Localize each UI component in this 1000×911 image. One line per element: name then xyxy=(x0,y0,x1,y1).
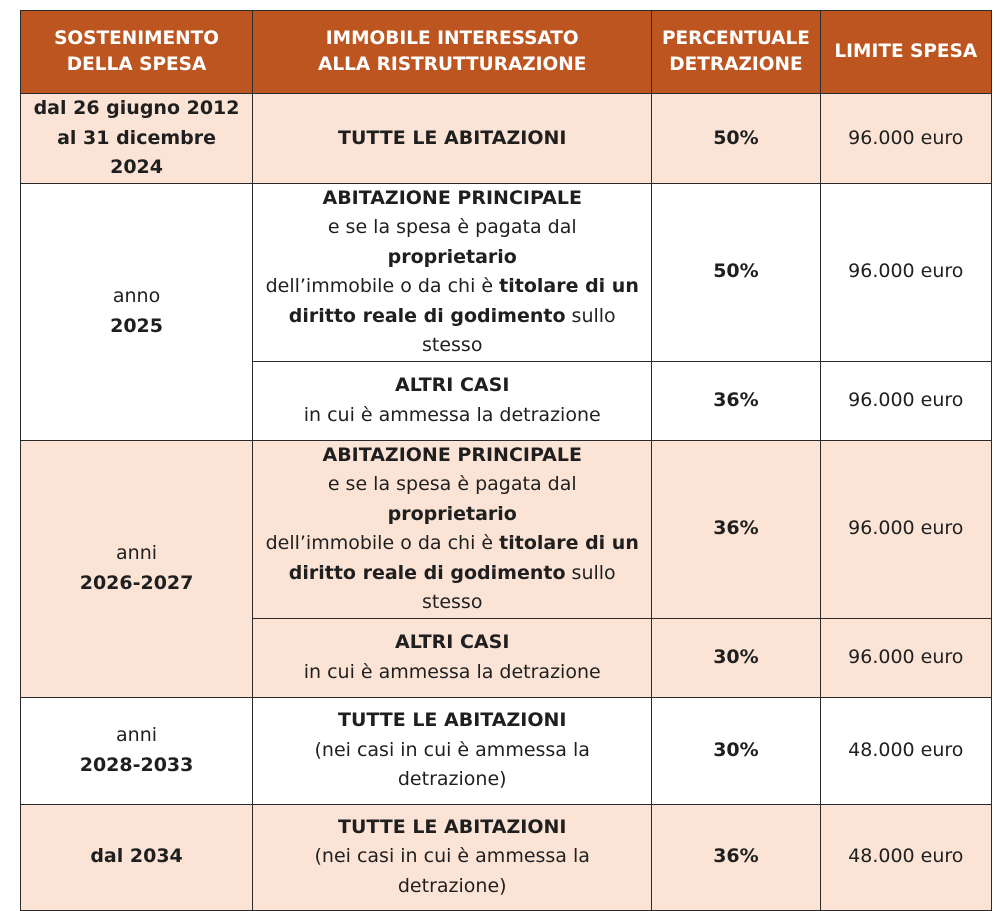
property-cell: TUTTE LE ABITAZIONI (nei casi in cui è ammessa la detrazione) xyxy=(253,804,652,910)
header-limit: LIMITE SPESA xyxy=(820,11,991,94)
period-cell: dal 26 giugno 2012 al 31 dicembre 2024 xyxy=(21,94,253,184)
percent-cell: 30% xyxy=(652,697,820,804)
limit-cell: 48.000 euro xyxy=(820,697,991,804)
table-row xyxy=(21,697,992,804)
limit-cell: 48.000 euro xyxy=(820,804,991,910)
percent-cell: 36% xyxy=(652,440,820,618)
table-row xyxy=(21,804,992,910)
period-cell: anno 2025 xyxy=(21,183,253,440)
period-cell: anni 2028-2033 xyxy=(21,697,253,804)
property-cell: ALTRI CASI in cui è ammessa la detrazione xyxy=(253,618,652,697)
limit-cell: 96.000 euro xyxy=(820,94,991,184)
property-cell: TUTTE LE ABITAZIONI (nei casi in cui è ammessa la detrazione) xyxy=(253,697,652,804)
limit-cell: 96.000 euro xyxy=(820,440,991,618)
limit-cell: 96.000 euro xyxy=(820,361,991,440)
percent-cell: 50% xyxy=(652,94,820,184)
property-cell: ABITAZIONE PRINCIPALE e se la spesa è pagata dal proprietario dell’immobile o da chi è titolare di un diritto reale di godimento sullo stesso xyxy=(253,183,652,361)
property-cell: TUTTE LE ABITAZIONI xyxy=(253,94,652,184)
limit-cell: 96.000 euro xyxy=(820,618,991,697)
property-cell: ALTRI CASI in cui è ammessa la detrazione xyxy=(253,361,652,440)
percent-cell: 36% xyxy=(652,361,820,440)
header-property: IMMOBILE INTERESSATO ALLA RISTRUTTURAZIONE xyxy=(253,11,652,94)
table-row xyxy=(21,94,992,184)
table-row xyxy=(21,440,992,618)
limit-cell: 96.000 euro xyxy=(820,183,991,361)
header-percent: PERCENTUALE DETRAZIONE xyxy=(652,11,820,94)
table-row xyxy=(21,183,992,361)
header-period: SOSTENIMENTO DELLA SPESA xyxy=(21,11,253,94)
period-cell: dal 2034 xyxy=(21,804,253,910)
percent-cell: 36% xyxy=(652,804,820,910)
detraction-table xyxy=(20,10,992,911)
period-cell: anni 2026-2027 xyxy=(21,440,253,697)
property-cell: ABITAZIONE PRINCIPALE e se la spesa è pagata dal proprietario dell’immobile o da chi è titolare di un diritto reale di godimento sullo stesso xyxy=(253,440,652,618)
header-row xyxy=(21,11,992,94)
percent-cell: 30% xyxy=(652,618,820,697)
percent-cell: 50% xyxy=(652,183,820,361)
